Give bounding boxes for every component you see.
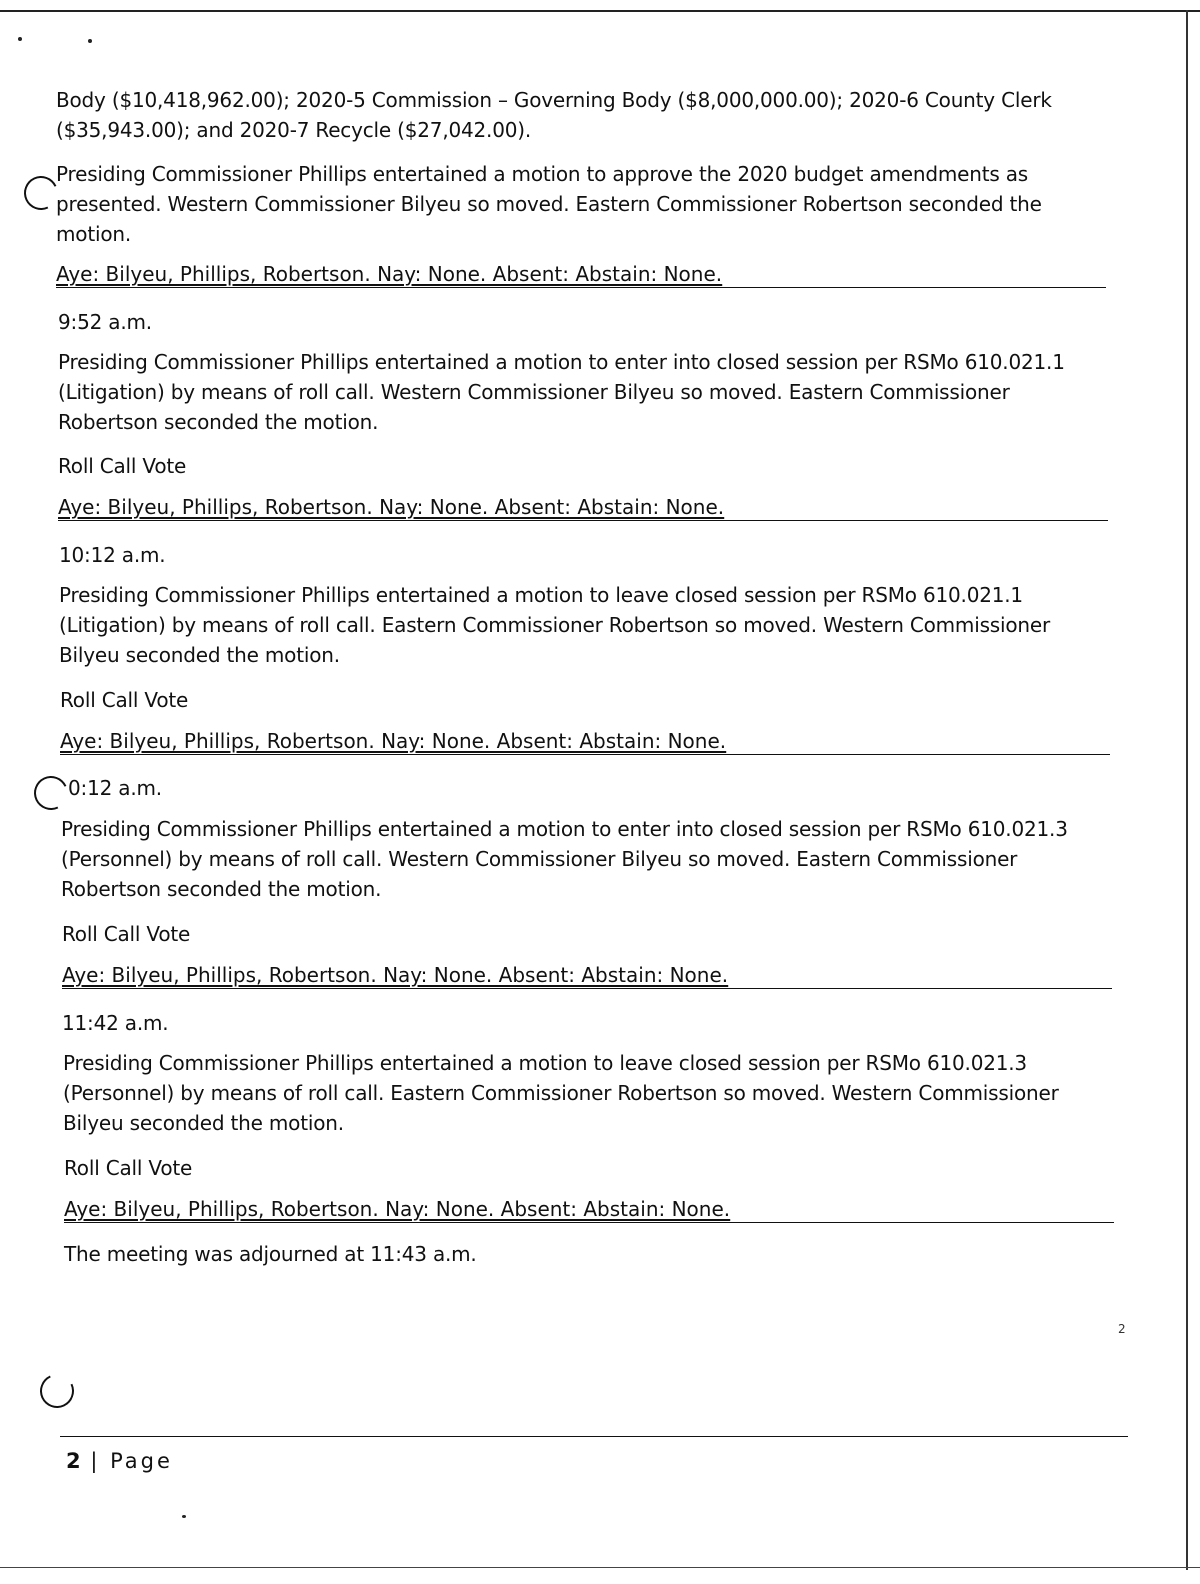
motion-text-line: Presiding Commissioner Phillips entertained a motion to leave closed session per RSMo 610.021.1	[59, 583, 1023, 607]
page-footer	[66, 1446, 173, 1476]
motion-text-line: (Personnel) by means of roll call. Eastern Commissioner Robertson so moved. Western Commissioner	[63, 1081, 1059, 1105]
roll-call-label: Roll Call Vote	[58, 454, 187, 478]
motion-text-line: motion.	[56, 222, 131, 246]
motion-text-line: Bilyeu seconded the motion.	[63, 1111, 344, 1135]
motion-text-line: Presiding Commissioner Phillips entertained a motion to leave closed session per RSMo 610.021.3	[63, 1051, 1027, 1075]
time-stamp: 9:52 a.m.	[58, 310, 152, 334]
motion-text-line: presented. Western Commissioner Bilyeu so moved. Eastern Commissioner Robertson seconded the	[56, 192, 1042, 216]
scan-speck	[88, 39, 92, 43]
time-stamp: 10:12 a.m.	[59, 543, 166, 567]
motion-text-line: (Litigation) by means of roll call. Eastern Commissioner Robertson so moved. Western Commissioner	[59, 613, 1051, 637]
vote-result: Aye: Bilyeu, Phillips, Robertson. Nay: None. Absent: Abstain: None.	[56, 261, 1106, 288]
motion-text-line: Robertson seconded the motion.	[61, 877, 382, 901]
motion-text-line: Presiding Commissioner Phillips entertained a motion to approve the 2020 budget amendments as	[56, 162, 1029, 186]
page-word: Page	[110, 1449, 173, 1473]
scan-speck	[182, 1515, 186, 1518]
vote-result: Aye: Bilyeu, Phillips, Robertson. Nay: None. Absent: Abstain: None.	[62, 962, 1112, 989]
page-separator: |	[90, 1449, 101, 1473]
stray-mark: 2	[1118, 1322, 1126, 1336]
scan-border-right	[1186, 10, 1188, 1570]
adjournment-text: The meeting was adjourned at 11:43 a.m.	[64, 1242, 477, 1266]
roll-call-label: Roll Call Vote	[62, 922, 191, 946]
scan-border-top	[0, 10, 1200, 12]
budget-text-line: Body ($10,418,962.00); 2020-5 Commission – Governing Body ($8,000,000.00); 2020-6 County Clerk	[56, 88, 1052, 112]
motion-text-line: (Personnel) by means of roll call. Western Commissioner Bilyeu so moved. Eastern Commissioner	[61, 847, 1018, 871]
punch-hole	[35, 1369, 79, 1413]
vote-result: Aye: Bilyeu, Phillips, Robertson. Nay: None. Absent: Abstain: None.	[58, 494, 1108, 521]
vote-result: Aye: Bilyeu, Phillips, Robertson. Nay: None. Absent: Abstain: None.	[60, 728, 1110, 755]
page-number: 2	[66, 1449, 81, 1473]
time-stamp: 11:42 a.m.	[62, 1011, 169, 1035]
punch-hole	[29, 771, 73, 815]
motion-text-line: Robertson seconded the motion.	[58, 410, 379, 434]
motion-text-line: (Litigation) by means of roll call. Western Commissioner Bilyeu so moved. Eastern Commissioner	[58, 380, 1010, 404]
scan-border-bottom	[0, 1567, 1200, 1568]
time-stamp: 0:12 a.m.	[68, 776, 162, 800]
vote-result: Aye: Bilyeu, Phillips, Robertson. Nay: None. Absent: Abstain: None.	[64, 1196, 1114, 1223]
scan-speck	[18, 37, 22, 41]
motion-text-line: Presiding Commissioner Phillips entertained a motion to enter into closed session per RSMo 610.021.1	[58, 350, 1065, 374]
roll-call-label: Roll Call Vote	[64, 1156, 193, 1180]
motion-text-line: Presiding Commissioner Phillips entertained a motion to enter into closed session per RSMo 610.021.3	[61, 817, 1068, 841]
roll-call-label: Roll Call Vote	[60, 688, 189, 712]
budget-text-line: ($35,943.00); and 2020-7 Recycle ($27,042.00).	[56, 118, 532, 142]
footer-rule	[60, 1436, 1128, 1437]
motion-text-line: Bilyeu seconded the motion.	[59, 643, 340, 667]
